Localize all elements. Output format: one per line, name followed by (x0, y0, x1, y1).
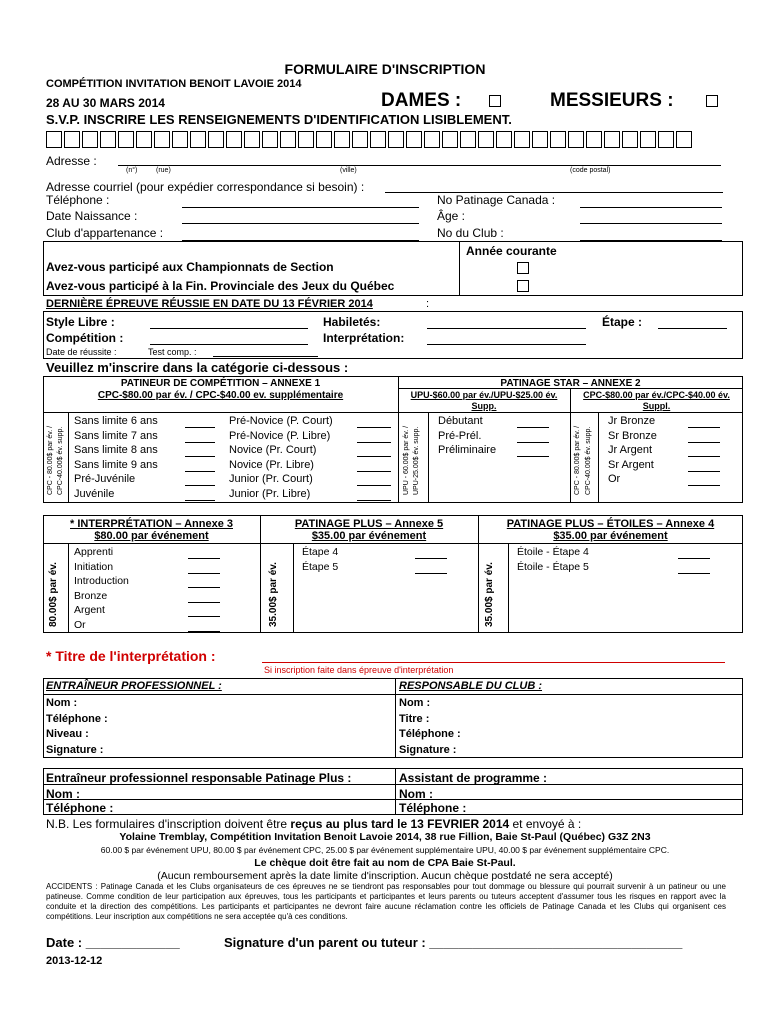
annexe2-right-checkline[interactable] (688, 427, 720, 428)
dames-label: DAMES : (381, 90, 462, 111)
assistant-title: Assistant de programme : (399, 771, 548, 785)
provinciale-checkbox[interactable] (517, 280, 529, 295)
section-checkbox[interactable] (517, 262, 529, 277)
ville-label: (ville) (340, 167, 357, 174)
annexe2-left-option[interactable]: Pré-Prél. (438, 429, 482, 442)
revision-date: 2013-12-12 (46, 955, 103, 967)
habiletes-field[interactable] (427, 328, 586, 329)
annexe2-right-option[interactable]: Sr Bronze (608, 429, 657, 442)
mailing-address: Yolaine Tremblay, Compétition Invitation Benoit Lavoie 2014, 38 rue Fillion, Baie St-Paul (Québec) G3Z 2N3 (119, 831, 651, 843)
annexe2-left-checkline[interactable] (517, 442, 549, 443)
assistant-telephone[interactable]: Téléphone : (399, 801, 467, 815)
annexe1-col2-option[interactable]: Novice (Pr. Libre) (229, 458, 314, 471)
annexe5-option[interactable]: Étape 5 (302, 560, 339, 573)
section-question: Avez-vous participé aux Championnats de Section (46, 260, 334, 274)
adresse-field[interactable] (118, 165, 721, 166)
patinage-plus-title: Entraîneur professionnel responsable Patinage Plus : (46, 771, 352, 785)
annexe1-col2-checkline[interactable] (357, 427, 391, 428)
annexe2-side-right-1: CPC - 80.00$ par év. / (574, 425, 581, 495)
annexe1-col1-checkline[interactable] (185, 442, 215, 443)
annexe3-option[interactable]: Bronze (74, 589, 108, 602)
annexe4-title: PATINAGE PLUS – ÉTOILES – Annexe 4 (506, 518, 715, 530)
interpretation-field[interactable] (427, 344, 586, 345)
annexe2-side-left-2: UPU-25.00$ év. supp. (413, 426, 420, 495)
annexe2-left-option[interactable]: Préliminaire (438, 444, 497, 456)
accidents-disclaimer: ACCIDENTS : Patinage Canada et les Clubs organisateurs de ces épreuves ne se tiendront pas responsables pour tout dommage ou blessure qui pourrait survenir à un patineur ou une patineuse. Comme condition de leur participation aux épreuves, tous les participants et participantes et leurs parents ou tuteurs acceptent d'assumer tous les risques en rapport avec la conduite et la direction des compétitions. Les participants et participantes ne devront faire aucune réclamation contre les officiels de Patinage Canada et les Clubs qui organisent ces compétitions. Leur inscription aux compétitions ne sera acceptée qu'à ces conditions. (46, 882, 726, 921)
annexe3-option[interactable]: Argent (74, 604, 105, 616)
annexe2-side-right-2: CPC-40.00$ év. supp. (585, 426, 592, 495)
telephone-label: Téléphone : (46, 193, 110, 207)
annexe1-col1-checkline[interactable] (185, 471, 215, 472)
naissance-label: Date Naissance : (46, 209, 138, 223)
annexe1-col2-checkline[interactable] (357, 442, 391, 443)
annexe4-option[interactable]: Étoile - Étape 5 (517, 560, 589, 573)
annexe2-right-option[interactable]: Sr Argent (608, 458, 654, 471)
titre-interpretation-label: * Titre de l'interprétation : (46, 648, 216, 664)
responsable-title: RESPONSABLE DU CLUB : (399, 680, 543, 692)
annexe1-col2-option[interactable]: Junior (Pr. Court) (229, 473, 313, 485)
annexe1-title: PATINEUR DE COMPÉTITION – ANNEXE 1 (120, 378, 321, 389)
date-reussite-label: Date de réussite : (46, 347, 117, 357)
dames-checkbox[interactable] (489, 95, 501, 110)
annexe2-right-checkline[interactable] (688, 456, 720, 457)
titre-interpretation-note: Si inscription faite dans épreuve d'interprétation (264, 665, 454, 675)
categorie-title: Veuillez m'inscrire dans la catégorie ci-dessous : (46, 360, 349, 375)
courriel-label: Adresse courriel (pour expédier correspondance si besoin) : (46, 180, 365, 194)
interpretation-label: Interprétation: (323, 331, 405, 345)
annexe1-col2-checkline[interactable] (357, 485, 391, 486)
annexe5-checkline[interactable] (415, 573, 447, 574)
annexe3-checkline[interactable] (188, 602, 220, 603)
annexe1-side-1: CPC - 80.00$ par év. / (47, 425, 54, 495)
age-field[interactable] (580, 223, 722, 224)
responsable-signature[interactable]: Signature : (399, 744, 457, 756)
responsable-telephone[interactable]: Téléphone : (399, 728, 461, 740)
annexe1-col2-option[interactable]: Junior (Pr. Libre) (229, 487, 311, 500)
responsable-titre[interactable]: Titre : (399, 713, 430, 725)
annexe1-col1-option[interactable]: Sans limite 6 ans (74, 415, 158, 427)
annexe3-checkline[interactable] (188, 558, 220, 559)
age-label: Âge : (437, 209, 466, 223)
patinage-plus-telephone[interactable]: Téléphone : (46, 801, 114, 815)
messieurs-label: MESSIEURS : (550, 90, 674, 111)
cheque-note: Le chèque doit être fait au nom de CPA Baie St-Paul. (254, 857, 516, 869)
annexe2-title: PATINAGE STAR – ANNEXE 2 (500, 378, 641, 389)
form-title: FORMULAIRE D'INSCRIPTION (284, 61, 486, 77)
parent-signature-field[interactable]: Signature d'un parent ou tuteur : ___________________________________ (224, 935, 683, 950)
test-comp-field[interactable] (213, 356, 318, 357)
nb-note: N.B. Les formulaires d'inscription doivent être reçus au plus tard le 13 FEVRIER 2014 et envoyé à : (46, 817, 582, 831)
annexe1-col1-checkline[interactable] (185, 485, 215, 486)
telephone-field[interactable] (182, 207, 419, 208)
annexe4-checkline[interactable] (678, 573, 710, 574)
annexe4-price: $35.00 par événement (553, 530, 668, 542)
annexe2-right-option[interactable]: Jr Argent (608, 444, 653, 456)
annexe2-left-option[interactable]: Débutant (438, 415, 483, 427)
entraineur-signature[interactable]: Signature : (46, 744, 104, 756)
etape-label: Étape : (602, 315, 643, 329)
annexe2-right-checkline[interactable] (688, 485, 720, 486)
competition-dates: 28 AU 30 MARS 2014 (46, 96, 165, 110)
annexe1-col1-checkline[interactable] (185, 456, 215, 457)
annexe3-checkline[interactable] (188, 631, 220, 632)
annee-courante-label: Année courante (466, 244, 557, 258)
test-comp-label: Test comp. : (148, 347, 197, 357)
etape-field[interactable] (658, 328, 727, 329)
annexe3-price: $80.00 par événement (94, 530, 209, 542)
instruction-text: S.V.P. INSCRIRE LES RENSEIGNEMENTS D'IDENTIFICATION LISIBLEMENT. (46, 112, 512, 127)
annexe1-col2-checkline[interactable] (357, 471, 391, 472)
rue-label: (rue) (156, 167, 171, 174)
messieurs-checkbox[interactable] (706, 95, 718, 110)
style-libre-label: Style Libre : (46, 315, 115, 329)
annexe2-right-option[interactable]: Jr Bronze (608, 415, 656, 427)
annexe2-left-checkline[interactable] (517, 427, 549, 428)
annexe1-col1-checkline[interactable] (185, 500, 215, 501)
annexe3-option[interactable]: Or (74, 618, 86, 631)
annexe1-col1-option[interactable]: Sans limite 9 ans (74, 458, 158, 471)
annexe5-title: PATINAGE PLUS – Annexe 5 (294, 518, 444, 530)
annexe4-checkline[interactable] (678, 558, 710, 559)
no-patinage-field[interactable] (580, 207, 722, 208)
competition-label: Compétition : (46, 331, 124, 345)
price-summary: 60.00 $ par événement UPU, 80.00 $ par événement CPC, 25.00 $ par événement supplémentaire UPU, 40.00 $ par événement supplémentaire CPC. (100, 845, 670, 855)
annexe2-side-left-1: UPU - 60.00$ par év. / (403, 425, 410, 495)
annexe4-option[interactable]: Étoile - Étape 4 (517, 546, 589, 558)
entraineur-niveau[interactable]: Niveau : (46, 728, 89, 740)
annexe3-checkline[interactable] (188, 616, 220, 617)
annexe3-option[interactable]: Introduction (74, 575, 129, 587)
annexe2-right-option[interactable]: Or (608, 473, 621, 485)
assistant-nom[interactable]: Nom : (399, 787, 433, 801)
annexe1-col1-checkline[interactable] (185, 427, 215, 428)
name-letter-boxes[interactable] (46, 131, 694, 148)
annexe2-right-checkline[interactable] (688, 442, 720, 443)
annexe3-side: 80.00$ par év. (48, 562, 59, 627)
responsable-nom[interactable]: Nom : (399, 697, 431, 709)
annexe4-side: 35.00$ par év. (484, 562, 495, 627)
derniere-colon: : (426, 298, 430, 310)
annexe3-checkline[interactable] (188, 587, 220, 588)
adresse-label: Adresse : (46, 154, 97, 168)
no-patinage-label: No Patinage Canada : (437, 193, 556, 207)
no-label: (n°) (126, 167, 138, 174)
club-label: Club d'appartenance : (46, 226, 164, 240)
annexe1-col2-checkline[interactable] (357, 500, 391, 501)
annexe3-option[interactable]: Apprenti (74, 546, 114, 558)
date-signature-field[interactable]: Date : _____________ (46, 935, 180, 950)
annexe1-col2-checkline[interactable] (357, 456, 391, 457)
naissance-field[interactable] (182, 223, 419, 224)
provinciale-question: Avez-vous participé à la Fin. Provinciale des Jeux du Québec (46, 279, 395, 293)
annexe5-side: 35.00$ par év. (268, 562, 279, 627)
annexe3-option[interactable]: Initiation (74, 560, 114, 573)
annexe5-option[interactable]: Étape 4 (302, 546, 339, 558)
patinage-plus-nom[interactable]: Nom : (46, 787, 80, 801)
competition-field[interactable] (150, 344, 308, 345)
entraineur-nom[interactable]: Nom : (46, 697, 78, 709)
annexe1-col1-option[interactable]: Sans limite 7 ans (74, 429, 158, 442)
code-postal-label: (code postal) (570, 167, 611, 174)
annexe2-right-checkline[interactable] (688, 471, 720, 472)
annexe1-col2-option[interactable]: Pré-Novice (P. Libre) (229, 429, 331, 442)
annexe1-side-2: CPC-40.00$ év. supp. (57, 426, 64, 495)
annexe2-left-checkline[interactable] (517, 456, 549, 457)
entraineur-telephone[interactable]: Téléphone : (46, 713, 108, 725)
annexe2-price-right: CPC-$80.00 par év./CPC-$40.00 év. Suppl. (583, 390, 730, 411)
annexe1-col1-option[interactable]: Sans limite 8 ans (74, 444, 158, 456)
annexe1-col1-option[interactable]: Pré-Juvénile (74, 473, 136, 485)
entraineur-title: ENTRAÎNEUR PROFESSIONNEL : (46, 680, 222, 692)
habiletes-label: Habiletés: (323, 315, 381, 329)
annexe1-price: CPC-$80.00 par év. / CPC-$40.00 ev. supplémentaire (97, 390, 344, 401)
annexe5-checkline[interactable] (415, 558, 447, 559)
annexe3-checkline[interactable] (188, 573, 220, 574)
derniere-epreuve-title: DERNIÈRE ÉPREUVE RÉUSSIE EN DATE DU 13 FÉVRIER 2014 (46, 298, 373, 310)
annexe5-price: $35.00 par événement (311, 530, 427, 542)
refund-note: (Aucun remboursement après la date limite d'inscription. Aucun chèque postdaté ne sera accepté) (157, 870, 613, 882)
annexe1-col1-option[interactable]: Juvénile (74, 487, 115, 500)
annexe3-title: * INTERPRÉTATION – Annexe 3 (70, 518, 233, 530)
annexe1-col2-option[interactable]: Pré-Novice (P. Court) (229, 415, 333, 427)
no-club-label: No du Club : (437, 226, 504, 240)
style-libre-field[interactable] (150, 328, 308, 329)
annexe2-price-left: UPU-$60.00 par év./UPU-$25.00 év. Supp. (410, 390, 558, 411)
annexe1-col2-option[interactable]: Novice (Pr. Court) (229, 444, 317, 456)
competition-name: COMPÉTITION INVITATION BENOIT LAVOIE 2014 (46, 78, 302, 90)
titre-interpretation-field[interactable] (262, 662, 725, 663)
